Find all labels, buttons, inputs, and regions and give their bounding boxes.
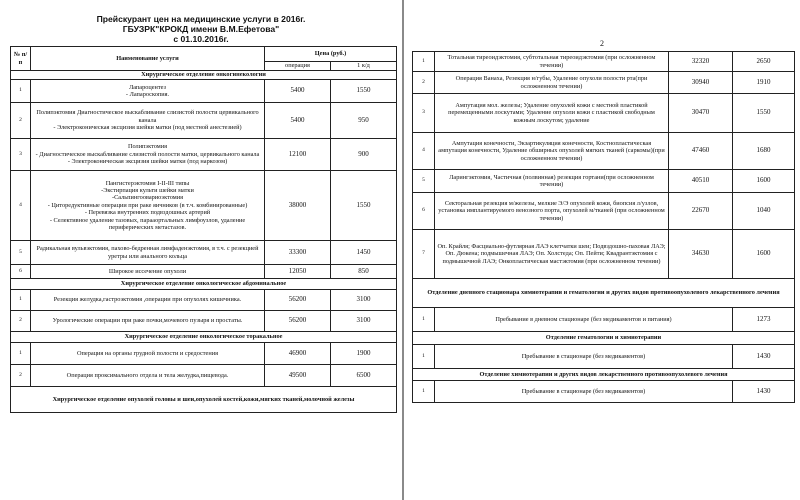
service-name: Резекция желудка,гастроэктомия ,операции при опухолях кишечника. [31,290,265,311]
service-name: Операция Ванаха, Резекция н/губы, Удаление опухоли полости рта(при осложненном течении) [435,72,669,94]
section-title: Хирургическое отделение опухолей головы и шеи,опухолей костей,кожи,мягких тканей,молочной железы [11,387,397,413]
table-row [11,265,397,279]
page-number: 2 [600,39,604,48]
bed-day-price: 1430 [733,381,795,403]
row-number: 1 [413,345,435,369]
bed-day-price: 1600 [733,230,795,279]
row-number: 1 [413,381,435,403]
service-name: Тотальная тиреоидэктомия, субтотальная тиреоидэктомия (при осложненном течении) [435,52,669,72]
section-title: Хирургическое отделение онкологическое абдоминальное [11,279,397,290]
operation-price: 38000 [265,171,331,241]
bed-day-price: 900 [331,139,397,171]
section-header-row [11,332,397,343]
table-row [413,308,795,332]
section-header-row [413,332,795,345]
table-row [413,72,795,94]
header-num: № п/п [11,47,31,71]
table-row [413,133,795,170]
section-header-row [11,387,397,413]
service-name: Ампутация конечности, Экзартикуляция конечности, Костнопластическая ампутация конечности, Удаление обширных опухолей мягких тканей (саркомы)(при осложненном течении) [435,133,669,170]
header-bed-day: 1 к/д [331,62,397,71]
table-row [11,80,397,103]
row-number: 3 [11,139,31,171]
bed-day-price: 3100 [331,290,397,311]
operation-price: 32320 [669,52,733,72]
row-number: 4 [413,133,435,170]
bed-day-price: 1600 [733,170,795,193]
operation-price: 40510 [669,170,733,193]
service-name: Операция проксимального отдела и тела желудка,пищевода. [31,365,265,387]
row-number: 1 [413,52,435,72]
title-line: ГБУЗРК"КРОКД имени В.М.Ефетова" [122,24,280,34]
section-title: Отделение химиотерапии и других видов лекарственного противоопухолевого лечения [413,369,795,381]
service-name: Пангистерэктомия I-II-III типы -Экстирпация культи шейки матки -Сальпингоовариоэктомия - Циторедуктивные операции при раке яичников (в т.ч. комбинированные) - Перевязка внутренних подвздошных артерий - Селективное удаление тазовых, парааортальных лимфоузлов, удаление периферических метастазов. [31,171,265,241]
row-number: 6 [11,265,31,279]
operation-price: 30470 [669,94,733,133]
service-name: Пребывание в стационаре (без медикаментов) [435,381,733,403]
row-number: 7 [413,230,435,279]
header-name: Наименование услуги [31,47,265,71]
operation-price: 56200 [265,290,331,311]
operation-price: 22670 [669,193,733,230]
bed-day-price: 1680 [733,133,795,170]
section-header-row [11,71,397,80]
service-name: Ампутация мол. железы; Удаление опухолей кожи с местной пластикой перемещенными лоскутами; Удаление опухоли кожи с пластикой свободным кожным лоскутом; удаление [435,94,669,133]
row-number: 4 [11,171,31,241]
row-number: 1 [413,308,435,332]
service-name: Полипэктомия Диагностическое выскабливание слизистой полости цервикального канала - Электроконическая эксцизия шейки матки (под местной анестезией) [31,103,265,139]
table-row [11,171,397,241]
bed-day-price: 1550 [331,171,397,241]
section-title: Отделение дневного стационара химиотерапии и гематологии и других видов противоопухолевого лекарственного лечения [413,279,795,308]
bed-day-price: 6500 [331,365,397,387]
operation-price: 5400 [265,80,331,103]
service-name: Широкое иссечение опухоли [31,265,265,279]
service-name: Операция на органы грудной полости и средостения [31,343,265,365]
row-number: 2 [11,365,31,387]
service-name: Лапароцентез - Лапароскопия. [31,80,265,103]
row-number: 3 [413,94,435,133]
operation-price: 49500 [265,365,331,387]
operation-price: 12050 [265,265,331,279]
bed-day-price: 3100 [331,311,397,332]
table-row [413,94,795,133]
section-header-row [413,369,795,381]
section-title: Отделение гематологии и химиотерапии [413,332,795,345]
service-name: Радикальная вульвэктомия, пахово-бедренная лимфаденэктомия, в т.ч. с резекцией уретры или анального кольца [31,241,265,265]
bed-day-price: 1910 [733,72,795,94]
row-number: 5 [413,170,435,193]
table-row [413,193,795,230]
table-row [11,365,397,387]
section-title: Хирургическое отделение онкологическое торакальное [11,332,397,343]
bed-day-price: 1550 [331,80,397,103]
operation-price: 34630 [669,230,733,279]
bed-day-price: 1430 [733,345,795,369]
price-list-page-2 [404,0,800,500]
row-number: 2 [413,72,435,94]
row-number: 2 [11,103,31,139]
section-header-row [413,279,795,308]
service-name: Ларингэктомия, Частичная (полвинная) резекция гортани(при осложненном течении) [435,170,669,193]
bed-day-price: 1273 [733,308,795,332]
table-row [413,381,795,403]
table-row [413,230,795,279]
service-name: Полипэктомия - Диагностическое выскабливание слизистой полости матки, цервикального канала - Электроконическая эксцизия шейки матки (под наркозом) [31,139,265,171]
bed-day-price: 2650 [733,52,795,72]
table-row [413,345,795,369]
bed-day-price: 1450 [331,241,397,265]
service-name: Пребывание в дневном стационаре (без медикаментов и питания) [435,308,733,332]
section-title: Хирургическое отделение онкогинекологии [11,71,397,80]
table-row [11,139,397,171]
service-name: Секторальная резекция м/железы, мелкие Э/Э опухолей кожи, биопсия л/узлов, установка имплантируемого венозного порта, опухолей м/тканей (при осложненном течении) [435,193,669,230]
table-row [11,103,397,139]
service-name: Оп. Крайля; Фасциально-футлярная ЛАЭ клетчатки шеи; Подвздошно-паховая ЛАЭ; Оп. Дюкена; подмышечная ЛАЭ; Оп. Холстеда; Оп. Пейти; Квадрантэктомия с подмышечной ЛАЭ; Онкопластическая мастэктомия (при осложненном течении) [435,230,669,279]
price-table-2 [412,51,795,403]
operation-price: 47460 [669,133,733,170]
operation-price: 30940 [669,72,733,94]
price-table-1 [10,46,397,413]
operation-price: 46900 [265,343,331,365]
table-row [11,343,397,365]
row-number: 2 [11,311,31,332]
header-price: Цена (руб.) [265,47,397,62]
bed-day-price: 1900 [331,343,397,365]
service-name: Пребывание в стационаре (без медикаментов) [435,345,733,369]
bed-day-price: 1040 [733,193,795,230]
table-row [11,311,397,332]
operation-price: 12100 [265,139,331,171]
section-header-row [11,279,397,290]
row-number: 1 [11,290,31,311]
bed-day-price: 850 [331,265,397,279]
row-number: 1 [11,80,31,103]
table-body-2 [413,52,795,403]
header-operation: операция [265,62,331,71]
table-body-1 [11,71,397,413]
table-row [11,241,397,265]
table-row [413,52,795,72]
row-number: 6 [413,193,435,230]
document-title [0,14,402,44]
bed-day-price: 1550 [733,94,795,133]
table-row [413,170,795,193]
bed-day-price: 950 [331,103,397,139]
operation-price: 5400 [265,103,331,139]
title-line: с 01.10.2016г. [173,34,229,44]
service-name: Урологические операции при раке почки,мочевого пузыря и простаты. [31,311,265,332]
operation-price: 33300 [265,241,331,265]
table-row [11,290,397,311]
operation-price: 56200 [265,311,331,332]
title-line: Прейскурант цен на медицинские услуги в 2016г. [96,14,306,24]
row-number: 5 [11,241,31,265]
row-number: 1 [11,343,31,365]
